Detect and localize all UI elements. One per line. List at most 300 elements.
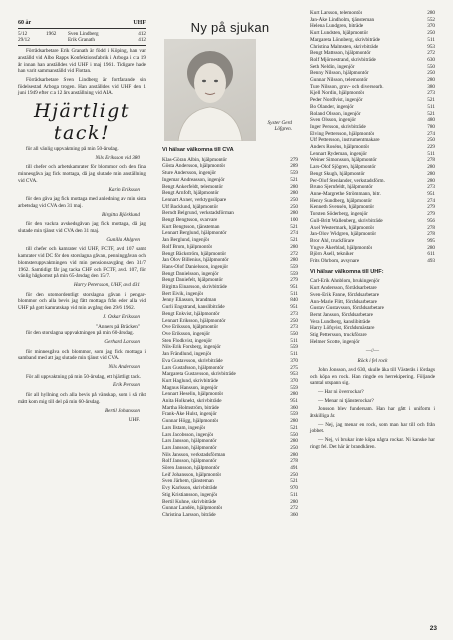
list-item bbox=[162, 331, 298, 338]
department-number: 250 bbox=[427, 70, 435, 77]
person-name-title: Per-Olof Stenlander, verkstadsförm. bbox=[310, 177, 385, 184]
list-item bbox=[310, 84, 435, 91]
list-item bbox=[310, 258, 435, 265]
person-name-title: Anne-Margrethe Strömmann, bitr. bbox=[310, 190, 381, 197]
department-number: 274 bbox=[427, 130, 435, 137]
list-item bbox=[310, 131, 435, 138]
list-item bbox=[310, 211, 435, 218]
intro-paragraph: Förrådsarbetare Erik Granath är född i Köping, han var anställd vid Albo Rapps Konfektionsfabrik i Arboga i c:a 19 år innan han anställdes vid UHF i maj 1961. Tidigare hade han varit sammanställd vid Flottan. bbox=[18, 48, 146, 75]
list-item bbox=[310, 191, 435, 198]
person-name-title: Lennart Heselin, hjälpmontör bbox=[162, 391, 224, 398]
department-number: 493 bbox=[427, 258, 435, 265]
list-item: Carl-Erik Ahnblom, brukingenjör bbox=[310, 278, 380, 285]
person-name-title: Lars Jacobsson, ingenjör bbox=[162, 431, 214, 438]
department-number: 278 bbox=[427, 231, 435, 238]
row-number: 412 bbox=[138, 30, 146, 37]
person-name-title: Anita Holknekt, skrivbiträde bbox=[162, 398, 222, 405]
department-number: 100 bbox=[290, 217, 298, 224]
department-number: 559 bbox=[290, 344, 298, 351]
person-name-title: Bengt Daniefelt, hjälpmontör bbox=[162, 277, 223, 284]
list-item bbox=[162, 237, 298, 244]
thanks-signature: Nils Andersson bbox=[108, 364, 140, 371]
welcome-cva-list-continued bbox=[310, 10, 435, 265]
person-name-title: Sören Jansson, hjälpmontör bbox=[162, 465, 220, 472]
department-number: 250 bbox=[290, 196, 298, 203]
department-number: 280 bbox=[290, 438, 298, 445]
department-number: 229 bbox=[427, 144, 435, 151]
person-name-title: Björn Åsell, tekniker bbox=[310, 251, 354, 258]
list-item bbox=[162, 438, 298, 445]
department-number: 951 bbox=[290, 284, 298, 291]
list-item bbox=[162, 358, 298, 365]
list-item bbox=[310, 144, 435, 151]
person-name-title: Ove Eriksson, ingenjör bbox=[162, 330, 210, 337]
person-name-title: Sture Andersson, ingenjör bbox=[162, 170, 217, 177]
person-name-title: Eva Gustavsson, skrivbiträde bbox=[162, 357, 223, 364]
list-item bbox=[162, 230, 298, 237]
list-item bbox=[310, 204, 435, 211]
list-item bbox=[310, 184, 435, 191]
list-item bbox=[162, 257, 298, 264]
department-number: 970 bbox=[290, 485, 298, 492]
person-name-title: Kurt Larsson, telemontör bbox=[310, 10, 363, 16]
person-name-title: Bengt Bäckström, hjälpmontör bbox=[162, 250, 227, 257]
thanks-text: för minnesgåva och blommor, som jag fick mottaga i samband med att jag slutade min tjänst vid CVA. bbox=[18, 348, 146, 362]
department-number: 951 bbox=[290, 304, 298, 311]
list-item bbox=[162, 499, 298, 506]
person-name-title: Rolf Brom, hjälpmontör bbox=[162, 243, 213, 250]
list-item bbox=[310, 70, 435, 77]
thanks-signature: Harry Petersson, UHF, avd 431 bbox=[73, 281, 140, 288]
person-name-title: Elving Pettersson, hjälpmontör bbox=[310, 130, 375, 137]
thanks-signature: Bertil Johansson bbox=[104, 407, 140, 414]
department-number: 511 bbox=[427, 103, 435, 110]
department-number: 273 bbox=[290, 310, 298, 317]
department-number: 273 bbox=[427, 90, 435, 97]
department-number: 273 bbox=[290, 324, 298, 331]
person-name-title: Ingemar Andreasson, ingenjör bbox=[162, 176, 225, 183]
person-name-title: Axel Westermark, hjälpmontör bbox=[310, 224, 375, 231]
welcome-uhf-heading: Vi hälsar välkomna till UHF: bbox=[310, 268, 384, 275]
list-item bbox=[310, 37, 435, 44]
list-item bbox=[310, 30, 435, 37]
person-name-title: Gull-Britt Wallenberg, skrivbiträde bbox=[310, 217, 383, 224]
department-number: 840 bbox=[290, 297, 298, 304]
person-name-title: Lars Jansson, hjälpmontör bbox=[162, 438, 217, 445]
department-number: 279 bbox=[427, 204, 435, 211]
person-name-title: Gunnar Nilsson, telemontör bbox=[310, 77, 368, 84]
list-item bbox=[310, 251, 435, 258]
department-number: 274 bbox=[427, 197, 435, 204]
anecdote-dialog bbox=[310, 389, 435, 451]
list-item: Gustav Gustavsson, förrådsarbetare bbox=[310, 305, 384, 312]
person-name-title: Lennart Berglund, hjälpmontör bbox=[162, 230, 227, 237]
department-number: 280 bbox=[427, 164, 435, 171]
person-name-title: Bruno Sjernfeldt, hjälpmontör bbox=[310, 184, 373, 191]
person-name-title: Gösta Andersson, hjälpmontör bbox=[162, 163, 226, 170]
dialog-line: — Nej, jag menar en rock, som man har till och från jobbet. bbox=[310, 421, 435, 435]
thanks-signature-line-2: UHF. bbox=[128, 417, 140, 424]
person-name-title: Bengt Bengtsson, svarvare bbox=[162, 217, 218, 224]
department-number: 951 bbox=[290, 398, 298, 405]
department-number: 370 bbox=[427, 23, 435, 30]
department-number: 280 bbox=[290, 451, 298, 458]
department-number: 370 bbox=[290, 377, 298, 384]
list-item bbox=[310, 245, 435, 252]
person-name-title: Bert Eivik, ingenjör bbox=[162, 290, 204, 297]
list-item bbox=[162, 371, 298, 378]
list-item bbox=[162, 190, 298, 197]
anniversary-table bbox=[18, 31, 146, 44]
department-number: 280 bbox=[427, 10, 435, 16]
department-number: 280 bbox=[290, 210, 298, 217]
anecdote-title: Röck i fel rock bbox=[357, 358, 388, 365]
list-item: Kurt Andersson, förrådsarbetare bbox=[310, 285, 377, 292]
right-column bbox=[306, 0, 453, 453]
department-number: 559 bbox=[290, 384, 298, 391]
photo-block bbox=[162, 39, 298, 143]
list-item bbox=[310, 44, 435, 51]
thanks-text: för den storslagna uppvaktningen på min 60-årsdag. bbox=[26, 330, 134, 337]
department-number: 272 bbox=[290, 250, 298, 257]
department-number: 278 bbox=[427, 157, 435, 164]
department-number: 280 bbox=[290, 243, 298, 250]
thanks-text: för all hyllning och alla bevis på vänskap, som i så rikt mått kom mig till del på min 60-årsdag. bbox=[18, 392, 146, 405]
person-name-title: Lennart Rydeman, ingenjör bbox=[310, 150, 367, 157]
thanks-text: till chefer och kamrater vid UHF, FCTF, avd 107 samt kamrater vid DC för den storslagna gåvan, penninggåvan och blomsteruppvaktningen vid min pensionsavgång den 31/7 1962. Samtidigt får jag tacka CHF och FCTF, avd. 107, för vänlig hågkomst på min 65-årsdag den 15/7. bbox=[18, 246, 146, 280]
department-number: 552 bbox=[427, 16, 435, 23]
person-name-title: Margareta Gustavsson, skrivbiträde bbox=[162, 371, 236, 378]
department-number: 521 bbox=[290, 478, 298, 485]
row-year bbox=[46, 37, 68, 44]
row-name: Sven Lindberg bbox=[68, 30, 99, 37]
person-name-title: Roland Olsson, ingenjör bbox=[310, 110, 361, 117]
person-name-title: Jan Olov Billenius, hjälpmontör bbox=[162, 257, 229, 264]
list-item bbox=[162, 318, 298, 325]
list-item bbox=[310, 164, 435, 171]
photo-caption bbox=[268, 120, 292, 133]
person-name-title: Bengt Danielsson, ingenjör bbox=[162, 270, 219, 277]
person-name-title: Christina Larsson, biträde bbox=[162, 511, 216, 518]
department-number: 279 bbox=[290, 156, 298, 163]
list-item bbox=[162, 485, 298, 492]
list-item bbox=[162, 163, 298, 170]
list-item bbox=[162, 184, 298, 191]
person-name-title: Evy Karlsson, skrivbiträde bbox=[162, 485, 218, 492]
thanks-signature: Gunilla Ahlgren bbox=[106, 236, 140, 243]
welcome-cva-list bbox=[162, 157, 298, 519]
list-item bbox=[162, 324, 298, 331]
department-number: 280 bbox=[290, 190, 298, 197]
person-name-title: Lennart Axner, verktygsslipare bbox=[162, 196, 227, 203]
list-item bbox=[162, 512, 298, 519]
department-number: 280 bbox=[290, 257, 298, 264]
person-name-title: Klas-Göran Albin, hjälpmontör bbox=[162, 156, 227, 163]
department-number: 521 bbox=[290, 223, 298, 230]
list-item bbox=[162, 425, 298, 432]
thanks-text: för den vackra avskedsgåvan jag fick mottaga, då jag slutade min tjänst vid CVA den 31 maj. bbox=[18, 221, 146, 235]
department-number: 951 bbox=[427, 190, 435, 197]
list-item bbox=[162, 418, 298, 425]
person-name-title: Bengt Arnfoft, hjälpmontör bbox=[162, 190, 219, 197]
person-name-title: Stig Kristiansson, ingenjör bbox=[162, 491, 218, 498]
department-number: 279 bbox=[290, 277, 298, 284]
list-item bbox=[162, 277, 298, 284]
department-number: 274 bbox=[290, 230, 298, 237]
thanks-text: för den gåva jag fick mottaga med anledning av min sista arbetsdag vid CVA den 31 maj. bbox=[18, 196, 146, 209]
list-item bbox=[310, 23, 435, 30]
person-name-title: Lars Ilstam, ingenjör bbox=[162, 424, 206, 431]
department-number: 280 bbox=[290, 418, 298, 425]
list-item bbox=[162, 445, 298, 452]
list-item bbox=[162, 264, 298, 271]
department-number: 289 bbox=[290, 163, 298, 170]
person-name-title: Nils Jansson, verkstadsförman bbox=[162, 451, 226, 458]
person-name-title: Hans-Olof Danielsson, ingenjör bbox=[162, 263, 229, 270]
divider bbox=[18, 28, 146, 29]
intro-paragraph-2: Förrådsarbetare Sven Lindberg är fortfarande sin födelsestad Arboga trogen. Han anställdes vid UHF den 1 juni 1949 efter c:a 12 års anställning vid AIA. bbox=[18, 76, 146, 97]
person-name-title: Ture Nilsson, gruv- och diversearb. bbox=[310, 83, 384, 90]
list-item bbox=[310, 77, 435, 84]
list-item bbox=[162, 505, 298, 512]
list-item bbox=[162, 251, 298, 258]
thanks-signature: J. Oskar Eriksson bbox=[102, 313, 140, 320]
person-name-title: Berndt Belgrund, verkstadsförman bbox=[162, 210, 234, 217]
person-name-title: Nils-Erik Forsberg, ingenjör bbox=[162, 344, 221, 351]
department-number: 250 bbox=[290, 471, 298, 478]
department-number: 559 bbox=[290, 170, 298, 177]
person-name-title: Martha Holmström, biträde bbox=[162, 404, 219, 411]
list-item bbox=[162, 297, 298, 304]
divider bbox=[18, 45, 146, 46]
department-number: 559 bbox=[290, 411, 298, 418]
list-item bbox=[162, 197, 298, 204]
page-number: 23 bbox=[429, 625, 437, 632]
row-date: 29/12 bbox=[18, 37, 30, 44]
department-number: 521 bbox=[427, 110, 435, 117]
person-name-title: Rolf Mjörnestrand, skrivbiträde bbox=[310, 56, 376, 63]
list-item bbox=[162, 478, 298, 485]
list-item bbox=[310, 218, 435, 225]
list-item bbox=[162, 398, 298, 405]
person-name-title: Gunnar Högg, hjälpmontör bbox=[162, 418, 219, 425]
list-item bbox=[310, 231, 435, 238]
list-item bbox=[310, 238, 435, 245]
caption-line-1: Syster Gerd bbox=[267, 119, 292, 126]
department-number: 521 bbox=[290, 176, 298, 183]
list-item bbox=[162, 338, 298, 345]
department-number: 630 bbox=[427, 56, 435, 63]
department-number: 279 bbox=[427, 211, 435, 218]
department-number: 511 bbox=[290, 337, 298, 344]
person-name-title: Lennart Eriksson, hjälpmontör bbox=[162, 317, 226, 324]
department-number: 480 bbox=[427, 117, 435, 124]
person-name-title: Torsten Söderberg, ingenjör bbox=[310, 211, 368, 218]
person-name-title: Bror Åhl, truckförare bbox=[310, 237, 355, 244]
list-item bbox=[162, 284, 298, 291]
person-name-title: Kenneth Svensén, hjälpmontör bbox=[310, 204, 375, 211]
person-name-title: Jan-Olov Widgren, hjälpmontör bbox=[310, 231, 377, 238]
department-number: 280 bbox=[290, 183, 298, 190]
department-number: 280 bbox=[427, 77, 435, 84]
list-item bbox=[162, 472, 298, 479]
person-name-title: Weiner Simonsson, hjälpmontör bbox=[310, 157, 377, 164]
person-name-title: Inger Persson, skrivbiträde bbox=[310, 123, 366, 130]
dialog-line: — Har ni överrockar? bbox=[318, 388, 364, 395]
person-name-title: Jan-Åke Lindholm, tjänsteman bbox=[310, 16, 375, 23]
anecdote-paragraph: John Jonsson, avd 630, skulle åka till Västerås i lördags och köpa en rock. Han ringde en herrekipering. Följande samtal utspann sig. bbox=[310, 366, 435, 387]
anniversary-label: 60 år bbox=[18, 20, 32, 26]
department-number: 780 bbox=[427, 123, 435, 130]
caption-line-2: Löfgren. bbox=[274, 126, 292, 133]
department-number: 250 bbox=[290, 203, 298, 210]
person-name-title: Bo Olander, ingenjör bbox=[310, 103, 354, 110]
list-item bbox=[162, 217, 298, 224]
department-number: 550 bbox=[427, 63, 435, 70]
department-number: 272 bbox=[290, 505, 298, 512]
department-number: 280 bbox=[427, 244, 435, 251]
list-item bbox=[162, 291, 298, 298]
list-item bbox=[162, 304, 298, 311]
person-name-title: Anders Roséns, hjälpmontör bbox=[310, 144, 370, 151]
person-name-title: Sven Järhem, tjänsteman bbox=[162, 478, 214, 485]
thanks-signature: Birgitta Björklund bbox=[102, 211, 140, 218]
department-number: 559 bbox=[290, 263, 298, 270]
list-item bbox=[162, 452, 298, 459]
list-item bbox=[310, 10, 435, 17]
person-name-title: Seth Neldin, ingenjör bbox=[310, 63, 355, 70]
row-year: 1962 bbox=[46, 30, 57, 37]
department-number: 956 bbox=[427, 217, 435, 224]
list-item bbox=[310, 171, 435, 178]
list-item bbox=[162, 411, 298, 418]
separator: —//— bbox=[365, 348, 380, 355]
person-name-title: Kurt Haglund, skrivbiträde bbox=[162, 377, 219, 384]
thanks-signature-line-2: "Anners på Bräcken" bbox=[96, 323, 140, 330]
dialog-line: Jonsson blev fundersam. Han har gått i uniform i åtskilliga år. bbox=[310, 406, 435, 420]
middle-column bbox=[158, 0, 302, 519]
list-item bbox=[162, 170, 298, 177]
list-item bbox=[310, 124, 435, 131]
welcome-cva-heading: Vi hälsar välkomna till CVA bbox=[162, 147, 234, 153]
person-name-title: Lars-Olof Sjögren, hjälpmontör bbox=[310, 164, 376, 171]
department-number: 611 bbox=[427, 251, 435, 258]
anniversary-header bbox=[18, 20, 146, 27]
person-name-title: Margareta Lönnberg, skrivbiträde bbox=[310, 36, 380, 43]
person-name-title: Kurt Lundsten, hjälpmontör bbox=[310, 30, 369, 37]
row-number: 412 bbox=[138, 37, 146, 44]
person-name-title: Christina Malmsten, skrivbiträde bbox=[310, 43, 379, 50]
department-number: 521 bbox=[290, 424, 298, 431]
list-item: Vera Lundberg, kanslibiträde bbox=[310, 318, 371, 325]
thanks-list bbox=[18, 146, 146, 424]
thanks-text: För all uppvaktning på min 50-årsdag, ett hjärtligt tack. bbox=[26, 373, 141, 380]
list-item bbox=[162, 365, 298, 372]
department-number: 550 bbox=[290, 431, 298, 438]
person-name-title: Ove Eriksson, hjälpmontör bbox=[162, 324, 219, 331]
list-item bbox=[162, 344, 298, 351]
list-item bbox=[310, 117, 435, 124]
list-item bbox=[310, 57, 435, 64]
row-date: 5/12 bbox=[18, 30, 28, 37]
list-item bbox=[310, 97, 435, 104]
department-number: 280 bbox=[290, 498, 298, 505]
department-number: 511 bbox=[290, 351, 298, 358]
department-number: 280 bbox=[427, 177, 435, 184]
list-item bbox=[162, 432, 298, 439]
department-number: 250 bbox=[427, 30, 435, 37]
department-number: 278 bbox=[290, 458, 298, 465]
department-label: UHF bbox=[133, 20, 146, 26]
table-row bbox=[18, 37, 146, 44]
person-name-title: Magnus Hansson, ingenjör bbox=[162, 384, 218, 391]
person-name-title: Helena Lundgren, biträde bbox=[310, 23, 364, 30]
list-item bbox=[162, 405, 298, 412]
list-item: Bernt Jansson, förrådsarbetare bbox=[310, 311, 373, 318]
department-number: 360 bbox=[290, 511, 298, 518]
list-item bbox=[162, 271, 298, 278]
department-number: 550 bbox=[290, 330, 298, 337]
list-item: Sven-Erik Fanne, förrådsarbetare bbox=[310, 291, 379, 298]
person-name-title: Jenny Eliasson, brandman bbox=[162, 297, 217, 304]
department-number: 511 bbox=[427, 150, 435, 157]
list-item bbox=[162, 311, 298, 318]
department-number: 380 bbox=[427, 83, 435, 90]
person-name-title: Rolf Jansson, hjälpmontör bbox=[162, 458, 217, 465]
row-name: Erik Granath bbox=[68, 37, 95, 44]
list-item bbox=[310, 137, 435, 144]
list-item bbox=[162, 385, 298, 392]
person-name-title: Kurt Bengtsson, tjänsteman bbox=[162, 223, 220, 230]
list-item: Harry Löfqvist, förrådsmästare bbox=[310, 325, 375, 332]
person-name-title: Ulf Backlund, hjälpmontör bbox=[162, 203, 219, 210]
department-number: 953 bbox=[427, 43, 435, 50]
person-name-title: Bengt Skugh, hjälpmontör bbox=[310, 170, 365, 177]
department-number: 272 bbox=[427, 50, 435, 57]
person-name-title: Benny Nilsson, hjälpmontör bbox=[310, 70, 369, 77]
person-name-title: Gunnar Landén, hjälpmontör bbox=[162, 505, 223, 512]
list-item: Helmer Scotte, ingenjör bbox=[310, 338, 360, 345]
thanks-text: för den utomordentligt storslagna gåvan i pengar-blommor och alla bevis jag fått mottaga från eder alla vid UHF på gott kamratskap vid min avgång den 29/6 1962. bbox=[18, 291, 146, 312]
person-name-title: Birgitta Einarsson, skrivbiträde bbox=[162, 284, 227, 291]
person-name-title: Henry Sundberg, hjälpmontör bbox=[310, 197, 373, 204]
dialog-line: — Menar ni tjänsterockar? bbox=[318, 397, 374, 404]
thanks-signature: Erik Persson bbox=[113, 382, 140, 389]
list-item: Stig Pettersson, truckförare bbox=[310, 332, 367, 339]
list-item bbox=[162, 351, 298, 358]
person-name-title: Yngve Åkerblad, hjälpmontör bbox=[310, 244, 373, 251]
department-number: 360 bbox=[290, 404, 298, 411]
person-name-title: Bengt Enkvist, hjälpmontör bbox=[162, 310, 220, 317]
person-name-title: Frank-Åke Hulst, ingenjör bbox=[162, 411, 217, 418]
department-number: 491 bbox=[290, 465, 298, 472]
person-name-title: Sten Flodkvist, ingenjör bbox=[162, 337, 213, 344]
department-number: 511 bbox=[427, 36, 435, 43]
department-number: 250 bbox=[290, 444, 298, 451]
portrait-illustration bbox=[164, 39, 256, 141]
list-item bbox=[162, 378, 298, 385]
person-name-title: Peder Nordlvist, ingenjör bbox=[310, 97, 363, 104]
person-name-title: Frits Öhrbom, avsynare bbox=[310, 258, 360, 265]
person-name-title: Bengt Mattsson, hjälpmontör bbox=[310, 50, 371, 57]
welcome-uhf-list bbox=[310, 278, 435, 345]
list-item bbox=[310, 17, 435, 24]
thanks-signature: Nils Eriksson vid 380 bbox=[95, 154, 140, 161]
department-number: 250 bbox=[290, 317, 298, 324]
department-number: 521 bbox=[427, 97, 435, 104]
person-name-title: Ulf Pettersson, instrumentmakare bbox=[310, 137, 380, 144]
person-name-title: Gurli Engstrand, kanslibiträde bbox=[162, 304, 225, 311]
